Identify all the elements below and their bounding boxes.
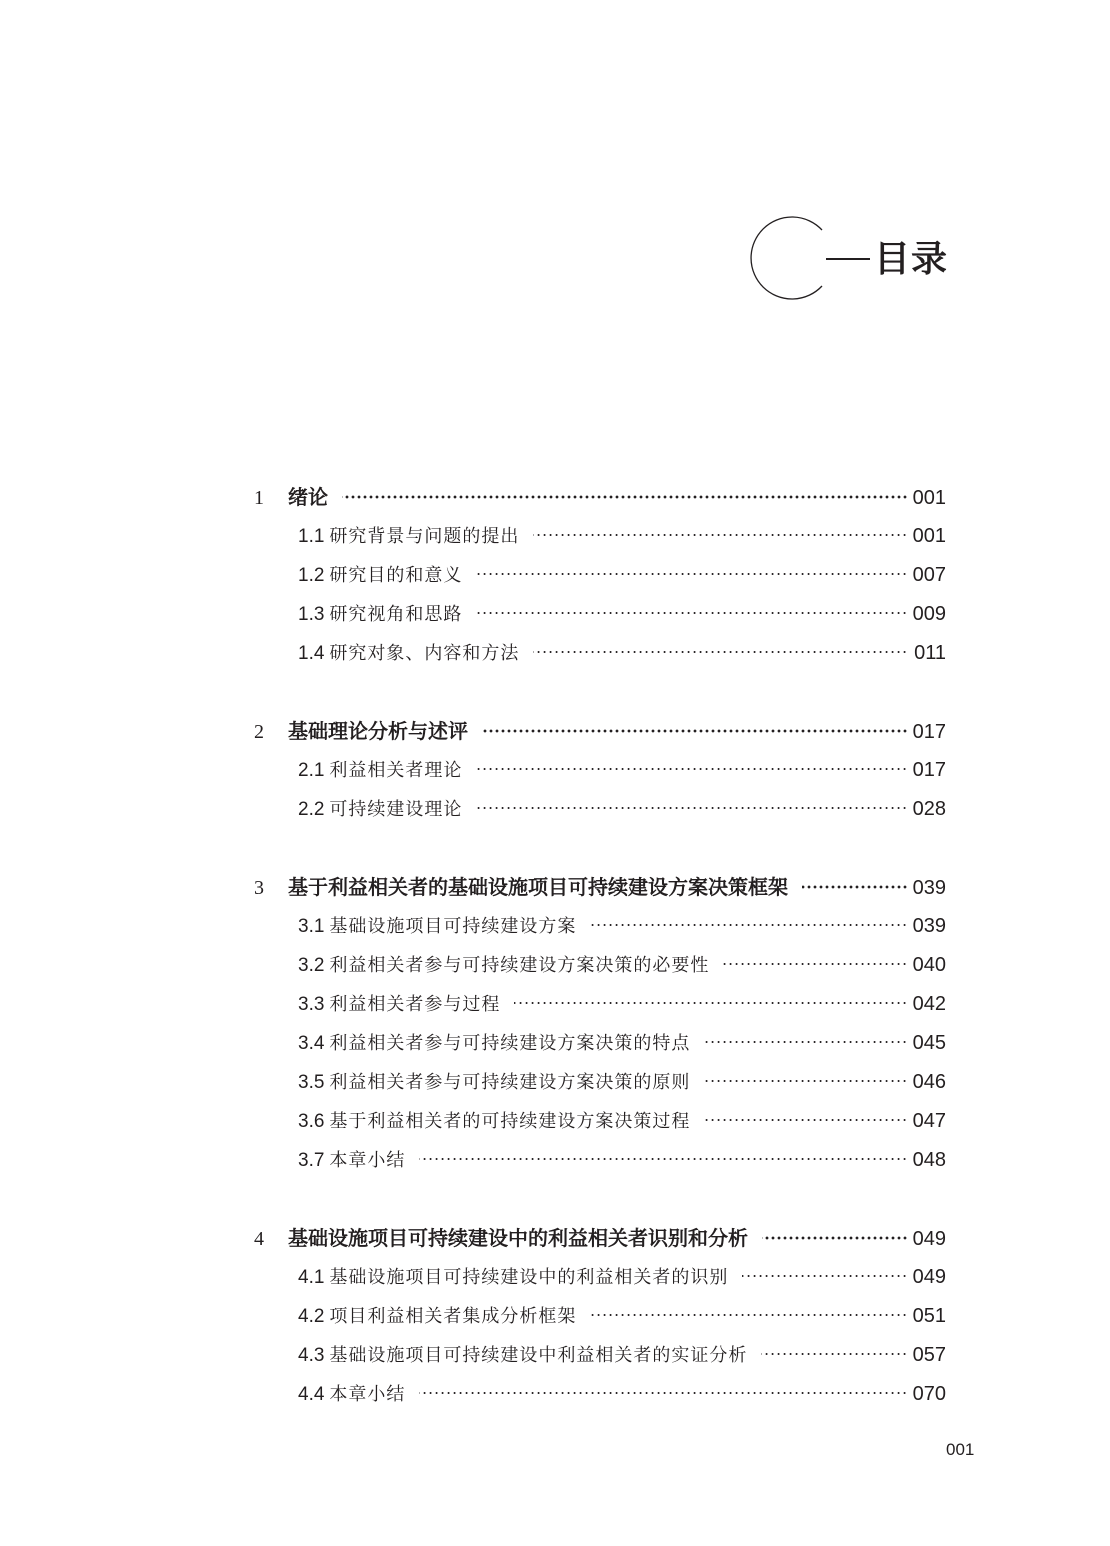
toc-section-entry[interactable] [254,751,946,790]
chapter-page: 049 [912,1228,946,1250]
dot-leader [476,569,908,579]
section-title: 基于利益相关者的可持续建设方案决策过程 [329,1111,691,1132]
toc-section-entry[interactable] [254,985,946,1024]
page-number: 001 [946,1440,975,1459]
toc-section-entry[interactable] [254,595,946,634]
toc-section-entry[interactable] [254,946,946,985]
section-page: 046 [912,1071,946,1093]
chapter-title: 基础理论分析与述评 [288,719,468,743]
chapter-page: 017 [912,721,946,743]
chapter-number: 3 [254,877,264,899]
section-number: 3.3 [298,994,325,1015]
section-title: 基础设施项目可持续建设中的利益相关者的识别 [329,1267,729,1288]
dot-leader [802,882,908,892]
section-page: 009 [912,603,946,625]
dot-leader [704,1076,908,1086]
dot-leader [723,959,908,969]
toc-section-entry[interactable] [254,1297,946,1336]
toc-chapter-group [254,868,946,1180]
section-title: 利益相关者参与可持续建设方案决策的特点 [329,1033,691,1054]
section-title: 利益相关者参与可持续建设方案决策的必要性 [329,955,710,976]
section-title: 利益相关者参与可持续建设方案决策的原则 [329,1072,691,1093]
section-title: 研究视角和思路 [329,604,463,625]
dot-leader [419,1154,908,1164]
section-number: 2.1 [298,760,325,781]
toc-chapter-entry[interactable] [254,712,946,751]
section-number: 3.4 [298,1033,325,1054]
toc-section-entry[interactable] [254,634,946,673]
dot-leader [761,1349,908,1359]
dot-leader [533,530,908,540]
toc-section-entry[interactable] [254,1024,946,1063]
toc-chapter-entry[interactable] [254,1219,946,1258]
toc-chapter-group [254,478,946,673]
toc-section-entry[interactable] [254,1336,946,1375]
table-of-contents [254,478,946,1453]
section-title: 利益相关者理论 [329,760,463,781]
toc-chapter-group [254,712,946,829]
section-title: 利益相关者参与过程 [329,994,501,1015]
section-page: 001 [912,525,946,547]
section-number: 4.2 [298,1306,325,1327]
section-number: 4.3 [298,1345,325,1366]
section-page: 051 [912,1305,946,1327]
section-title: 本章小结 [329,1384,406,1405]
section-page: 039 [912,915,946,937]
toc-section-entry[interactable] [254,907,946,946]
dot-leader [476,803,908,813]
dot-leader [482,726,908,736]
section-page: 007 [912,564,946,586]
chapter-page: 039 [912,877,946,899]
toc-section-entry[interactable] [254,517,946,556]
section-page: 049 [912,1266,946,1288]
dot-leader [342,492,908,502]
toc-section-entry[interactable] [254,1063,946,1102]
section-number: 3.7 [298,1150,325,1171]
chapter-title: 基于利益相关者的基础设施项目可持续建设方案决策框架 [288,875,788,899]
section-page: 057 [912,1344,946,1366]
section-number: 1.1 [298,526,325,547]
section-title: 本章小结 [329,1150,406,1171]
section-page: 047 [912,1110,946,1132]
section-page: 070 [912,1383,946,1405]
section-page: 040 [912,954,946,976]
chapter-number: 1 [254,487,264,509]
chapter-title: 绪论 [288,485,328,509]
section-number: 3.6 [298,1111,325,1132]
section-title: 研究对象、内容和方法 [329,643,520,664]
dot-leader [590,1310,908,1320]
circle-arc-icon [748,216,832,300]
toc-chapter-group [254,1219,946,1414]
dot-leader [704,1115,908,1125]
chapter-number: 2 [254,721,264,743]
toc-section-entry[interactable] [254,1141,946,1180]
dot-leader [419,1388,908,1398]
section-number: 3.1 [298,916,325,937]
section-page: 011 [914,642,946,664]
section-number: 4.1 [298,1267,325,1288]
title-dash-line [826,258,870,260]
section-number: 2.2 [298,799,325,820]
section-number: 3.5 [298,1072,325,1093]
chapter-page: 001 [912,487,946,509]
toc-section-entry[interactable] [254,1102,946,1141]
dot-leader [476,764,908,774]
section-title: 研究目的和意义 [329,565,463,586]
section-page: 045 [912,1032,946,1054]
page-title: 目录 [874,238,949,280]
section-page: 017 [912,759,946,781]
section-number: 1.2 [298,565,325,586]
section-title: 研究背景与问题的提出 [329,526,520,547]
dot-leader [762,1233,908,1243]
toc-section-entry[interactable] [254,1375,946,1414]
toc-section-entry[interactable] [254,556,946,595]
section-number: 3.2 [298,955,325,976]
chapter-number: 4 [254,1228,264,1250]
section-page: 028 [912,798,946,820]
section-number: 1.3 [298,604,325,625]
dot-leader [514,998,908,1008]
section-title: 项目利益相关者集成分析框架 [329,1306,577,1327]
dot-leader [476,608,908,618]
section-number: 4.4 [298,1384,325,1405]
section-page: 048 [912,1149,946,1171]
dot-leader [533,647,908,657]
chapter-title: 基础设施项目可持续建设中的利益相关者识别和分析 [288,1226,748,1250]
section-number: 1.4 [298,643,325,664]
dot-leader [704,1037,908,1047]
section-title: 基础设施项目可持续建设中利益相关者的实证分析 [329,1345,748,1366]
dot-leader [742,1271,908,1281]
toc-section-entry[interactable] [254,1258,946,1297]
toc-section-entry[interactable] [254,790,946,829]
section-title: 可持续建设理论 [329,799,463,820]
dot-leader [590,920,908,930]
toc-chapter-entry[interactable] [254,868,946,907]
section-page: 042 [912,993,946,1015]
toc-chapter-entry[interactable] [254,478,946,517]
section-title: 基础设施项目可持续建设方案 [329,916,577,937]
